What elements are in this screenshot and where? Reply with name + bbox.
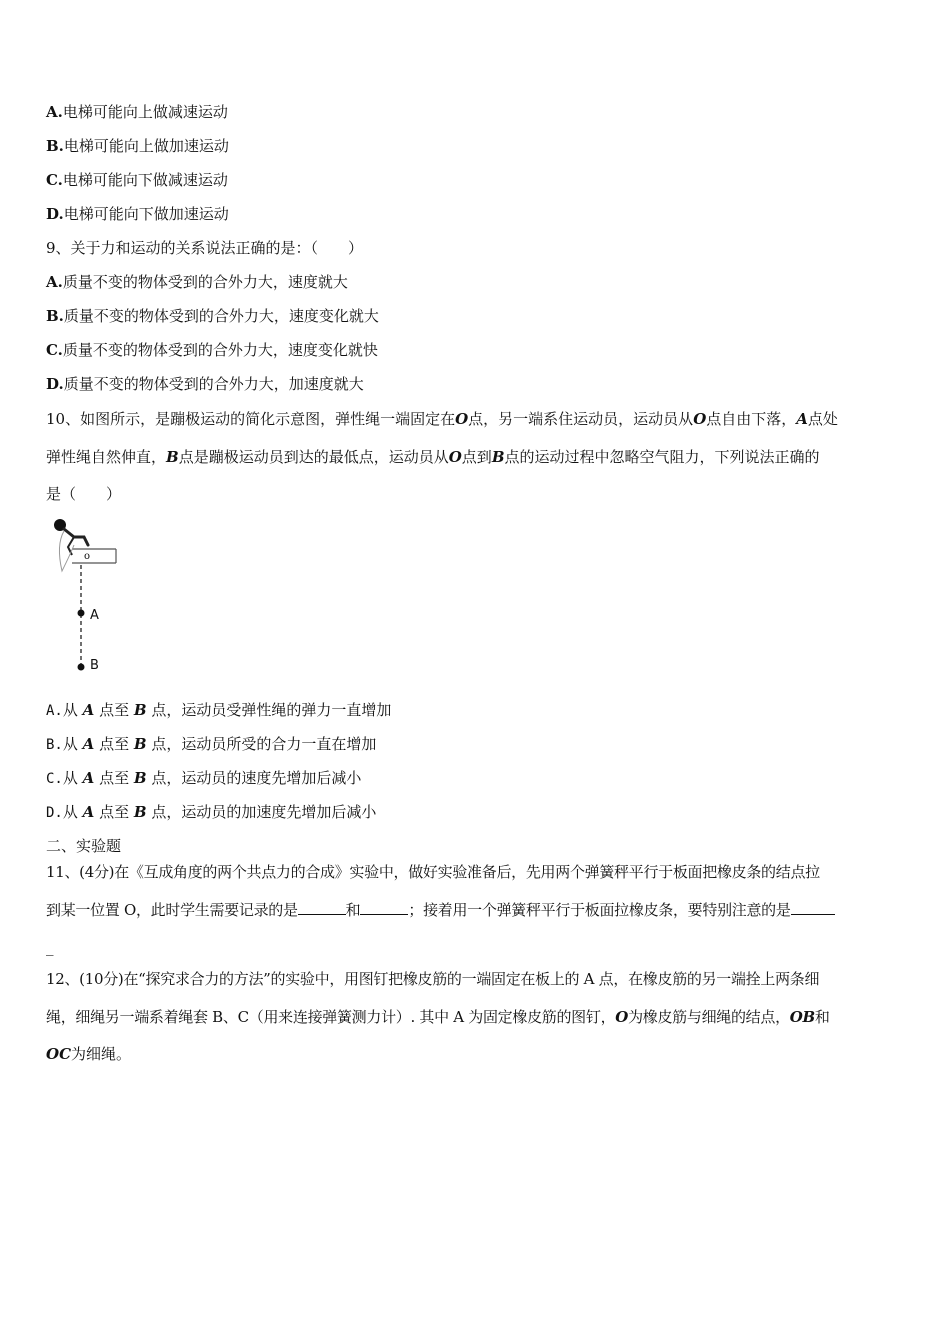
option-letter: B. — [46, 137, 64, 155]
option-letter: C. — [46, 341, 63, 359]
q10-stem-line2 — [46, 448, 820, 466]
jumper-body — [64, 529, 88, 545]
text: 点处 — [807, 410, 838, 428]
q12-line1: 12、(10分)在“探究求合力的方法”的实验中，用图钉把橡皮筋的一端固定在板上的 A 点，在橡皮筋的另一端拴上两条细 — [46, 970, 820, 988]
point-b-dot — [78, 664, 85, 671]
text: 点是蹦极运动员到达的最低点，运动员从 — [178, 448, 449, 466]
text: 从 — [62, 769, 78, 787]
text: 绳，细绳另一端系着绳套 B、C（用来连接弹簧测力计）. 其中 A 为固定橡皮筋的图钉， — [46, 1008, 616, 1026]
option-text: 电梯可能向下做加速运动 — [63, 205, 229, 223]
text: 点的运动过程中忽略空气阻力，下列说法正确的 — [504, 448, 820, 466]
option-text: 电梯可能向上做减速运动 — [62, 103, 228, 121]
point-b: B — [166, 448, 179, 466]
rope-oc: OC — [46, 1045, 72, 1063]
q10-option-b — [46, 735, 376, 754]
q9-option-a — [46, 273, 348, 291]
point-o: O — [448, 448, 462, 466]
q10-stem-line3: 是（ ） — [46, 485, 122, 503]
option-letter: B. — [46, 307, 64, 325]
bungee-figure — [50, 515, 130, 680]
point: B — [133, 701, 147, 719]
point: A — [82, 803, 95, 821]
text: 从 — [62, 803, 78, 821]
option-text: 质量不变的物体受到的合外力大，速度变化就快 — [62, 341, 378, 359]
section-heading: 二、实验题 — [46, 837, 122, 855]
q9-stem: 9、关于力和运动的关系说法正确的是：（ ） — [46, 239, 364, 257]
label-b: B — [90, 658, 99, 673]
label-o: o — [84, 551, 91, 562]
option-text: 点，运动员的加速度先增加后减小 — [151, 803, 377, 821]
q10-option-a — [46, 701, 391, 720]
text: ；接着用一个弹簧秤平行于板面拉橡皮条，要特别注意的是 — [408, 901, 791, 919]
point: A — [82, 701, 95, 719]
option-text: 电梯可能向下做减速运动 — [62, 171, 228, 189]
q12-line3 — [46, 1045, 131, 1063]
q9-option-b — [46, 307, 379, 325]
text: 点自由下落， — [706, 410, 797, 428]
option-text: 质量不变的物体受到的合外力大，速度就大 — [62, 273, 348, 291]
option-letter: A. — [46, 103, 63, 121]
option-text: 质量不变的物体受到的合外力大，加速度就大 — [63, 375, 364, 393]
point-o: O — [615, 1008, 629, 1026]
q8-option-a — [46, 103, 228, 121]
point-o: O — [455, 410, 469, 428]
option-text: 质量不变的物体受到的合外力大，速度变化就大 — [63, 307, 379, 325]
text: 到某一位置 O，此时学生需要记录的是 — [46, 901, 298, 919]
point-o: O — [693, 410, 707, 428]
option-text: 电梯可能向上做加速运动 — [63, 137, 229, 155]
point: B — [133, 769, 147, 787]
point: B — [133, 803, 147, 821]
text: 点到 — [461, 448, 492, 466]
q8-option-b — [46, 137, 229, 155]
q9-option-c — [46, 341, 378, 359]
point: A — [82, 735, 95, 753]
text: 和 — [345, 901, 361, 919]
answer-blank-3[interactable] — [791, 900, 835, 915]
text: 弹性绳自然伸直， — [46, 448, 167, 466]
q11-line3: _ — [46, 938, 54, 956]
rope-ob: OB — [789, 1008, 815, 1026]
text: 点，另一端系住运动员，运动员从 — [468, 410, 694, 428]
q10-stem-line1 — [46, 410, 838, 428]
text: 10、如图所示，是蹦极运动的简化示意图，弹性绳一端固定在 — [46, 410, 456, 428]
option-letter: A. — [46, 703, 63, 719]
point-a: A — [796, 410, 808, 428]
text: 点至 — [99, 803, 130, 821]
option-letter: B. — [46, 737, 63, 753]
q11-line1: 11、(4分)在《互成角度的两个共点力的合成》实验中，做好实验准备后，先用两个弹簧秤平行于板面把橡皮条的结点拉 — [46, 863, 820, 881]
option-letter: D. — [46, 805, 63, 821]
option-letter: C. — [46, 171, 63, 189]
option-text: 点，运动员所受的合力一直在增加 — [151, 735, 377, 753]
text: 和 — [814, 1008, 830, 1026]
text: 点至 — [99, 769, 130, 787]
option-letter: C. — [46, 771, 63, 787]
q8-option-c — [46, 171, 228, 189]
answer-blank-2[interactable] — [360, 900, 408, 915]
option-letter: D. — [46, 205, 64, 223]
q11-line2 — [46, 900, 835, 919]
label-a: A — [90, 608, 99, 623]
text: 从 — [62, 735, 78, 753]
text: 从 — [62, 701, 78, 719]
q9-option-d — [46, 375, 364, 393]
answer-blank-1[interactable] — [298, 900, 346, 915]
option-text: 点，运动员受弹性绳的弹力一直增加 — [151, 701, 392, 719]
text: 为细绳。 — [71, 1045, 132, 1063]
option-letter: A. — [46, 273, 63, 291]
option-text: 点，运动员的速度先增加后减小 — [151, 769, 362, 787]
q8-option-d — [46, 205, 229, 223]
q12-line2 — [46, 1008, 830, 1026]
q10-option-c — [46, 769, 361, 788]
q10-option-d — [46, 803, 376, 822]
option-letter: D. — [46, 375, 64, 393]
point: A — [82, 769, 95, 787]
text: 点至 — [99, 701, 130, 719]
point-a-dot — [78, 610, 85, 617]
point-b: B — [491, 448, 505, 466]
point: B — [133, 735, 147, 753]
text: 点至 — [99, 735, 130, 753]
text: 为橡皮筋与细绳的结点， — [628, 1008, 790, 1026]
